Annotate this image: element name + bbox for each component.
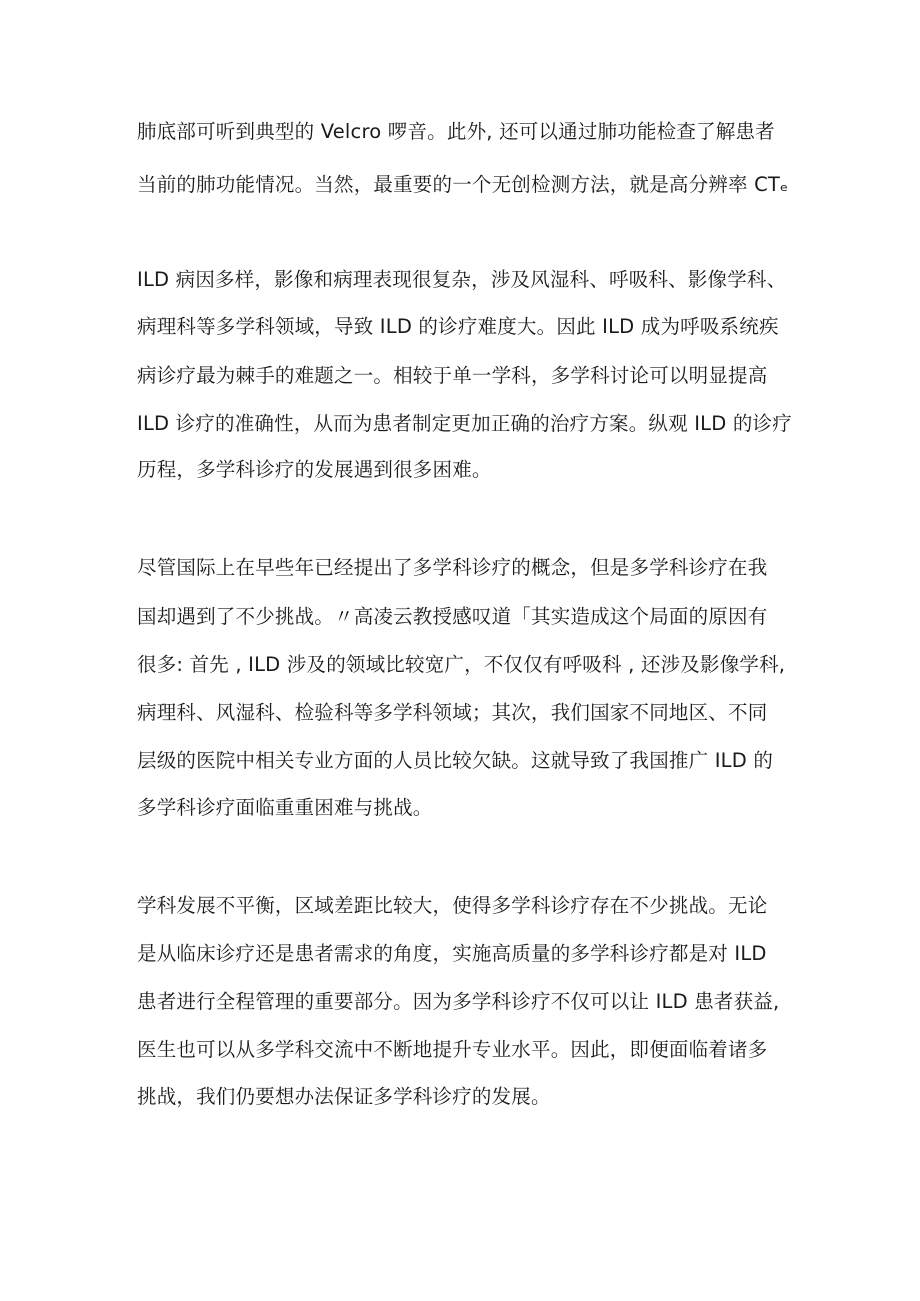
paragraph-3-line-5: 层级的医院中相关专业方面的人员比较欠缺。这就导致了我国推广 ILD 的 [137,749,774,772]
paragraph-4-line-2: 是从临床诊疗还是患者需求的角度，实施高质量的多学科诊疗都是对 ILD [137,942,767,965]
paragraph-3-line-3: 很多: 首先 , ILD 涉及的领域比较宽广，不仅仅有呼吸科 , 还涉及影像学科, [137,653,786,676]
paragraph-3-line-1: 尽管国际上在早些年已经提出了多学科诊疗的概念，但是多学科诊疗在我 [137,556,768,579]
paragraph-4-line-4: 医生也可以从多学科交流中不断地提升专业水平。因此，即便面临着诸多 [137,1038,768,1061]
paragraph-1-line-1: 肺底部可听到典型的 Velcro 啰音。此外, 还可以通过肺功能检查了解患者 [137,120,775,143]
paragraph-1-line-2: 当前的肺功能情况。当然，最重要的一个无创检测方法，就是高分辨率 CTₑ [137,173,789,196]
paragraph-2-line-5: 历程，多学科诊疗的发展遇到很多困难。 [137,458,492,481]
paragraph-2-line-2: 病理科等多学科领域，导致 ILD 的诊疗难度大。因此 ILD 成为呼吸系统疾 [137,315,779,338]
paragraph-4-line-5: 挑战，我们仍要想办法保证多学科诊疗的发展。 [137,1085,551,1108]
paragraph-2-line-3: 病诊疗最为棘手的难题之一。相较于单一学科，多学科讨论可以明显提高 [137,364,768,387]
paragraph-4-line-1: 学科发展不平衡，区域差距比较大，使得多学科诊疗存在不少挑战。无论 [137,894,768,917]
paragraph-4-line-3: 患者进行全程管理的重要部分。因为多学科诊疗不仅可以让 ILD 患者获益, [137,990,780,1013]
paragraph-3-line-4: 病理科、风湿科、检验科等多学科领域；其次，我们国家不同地区、不同 [137,701,768,724]
paragraph-3-line-2: 国却遇到了不少挑战。〃高凌云教授感叹道「其实造成这个局面的原因有 [137,605,768,628]
paragraph-2-line-1: ILD 病因多样，影像和病理表现很复杂，涉及风湿科、呼吸科、影像学科、 [137,268,787,291]
paragraph-2-line-4: ILD 诊疗的准确性，从而为患者制定更加正确的治疗方案。纵观 ILD 的诊疗 [137,412,792,435]
paragraph-3-line-6: 多学科诊疗面临重重困难与挑战。 [137,796,433,819]
